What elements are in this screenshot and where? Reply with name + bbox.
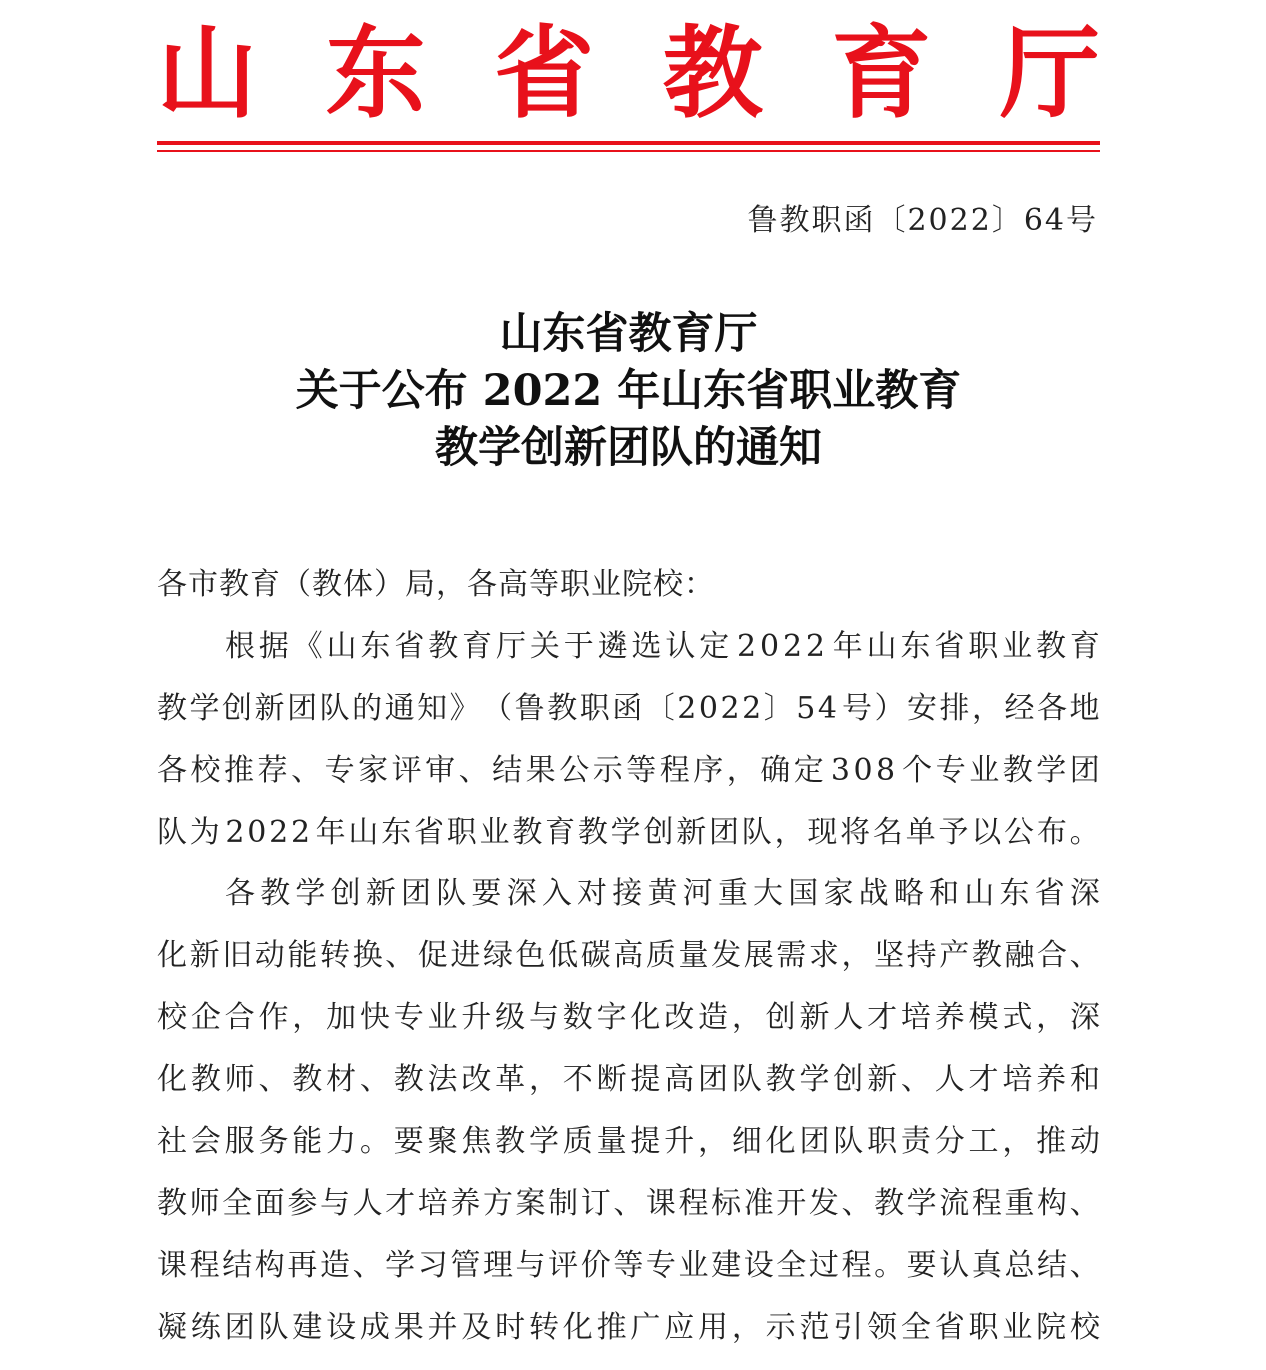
masthead-char: 山: [157, 14, 257, 132]
line-text: 队 为 2 0 2 2 年 山 东 省 职 业 教 育 教 学 创 新 团 队 ， 现 将 名 单 予 以 公 布 。: [157, 815, 1100, 850]
paragraph-line: [157, 748, 1100, 810]
line-text: 课 程 结 构 再 造 、 学 习 管 理 与 评 价 等 专 业 建 设 全 过 程 。 要 认 真 总 结 、: [157, 1248, 1100, 1283]
paragraph-line: [157, 1305, 1100, 1367]
paragraph-line: [157, 686, 1100, 748]
paragraph-line: [157, 1057, 1100, 1119]
paragraph-line: [157, 933, 1100, 995]
line-text: 化 新 旧 动 能 转 换 、 促 进 绿 色 低 碳 高 质 量 发 展 需 求 ， 坚 持 产 教 融 合 、: [157, 938, 1100, 973]
line-text: 根 据 《 山 东 省 教 育 厅 关 于 遴 选 认 定 2 0 2 2 年 山 东 省 职 业 教 育: [225, 629, 1100, 664]
paragraph-line: [157, 624, 1100, 686]
paragraph-line: [157, 1181, 1100, 1243]
masthead-rule-thin: [157, 150, 1100, 152]
line-text: 教 师 全 面 参 与 人 才 培 养 方 案 制 订 、 课 程 标 准 开 发 、 教 学 流 程 重 构 、: [157, 1186, 1100, 1221]
line-text: 社 会 服 务 能 力 。 要 聚 焦 教 学 质 量 提 升 ， 细 化 团 队 职 责 分 工 ， 推 动: [157, 1124, 1100, 1159]
document-title: [157, 306, 1100, 477]
title-line: 山东省教育厅: [499, 309, 758, 359]
masthead-char: 省: [494, 14, 595, 132]
paragraph-line: [157, 995, 1100, 1057]
paragraph-line: [157, 871, 1100, 933]
paragraph-1: [157, 624, 1100, 872]
paragraph-line: [157, 810, 1100, 872]
line-text: 凝 练 团 队 建 设 成 果 并 及 时 转 化 推 广 应 用 ， 示 范 引 领 全 省 职 业 院 校: [157, 1310, 1100, 1345]
line-text: 教 学 创 新 团 队 的 通 知 》 （ 鲁 教 职 函 〔 2 0 2 2 〕 5 4 号 ） 安 排 ， 经 各 地: [157, 691, 1100, 726]
paragraph-2: [157, 871, 1100, 1367]
line-text: 各 教 学 创 新 团 队 要 深 入 对 接 黄 河 重 大 国 家 战 略 和 山 东 省 深: [225, 876, 1100, 911]
masthead-agency-name: [157, 14, 1100, 132]
line-text: 校 企 合 作 ， 加 快 专 业 升 级 与 数 字 化 改 造 ， 创 新 人 才 培 养 模 式 ， 深: [157, 1000, 1100, 1035]
salutation: 各市教育（教体）局，各高等职业院校：: [157, 567, 715, 602]
masthead-char: 教: [662, 14, 763, 132]
masthead-char: 东: [325, 14, 426, 132]
masthead-char: 育: [831, 14, 932, 132]
paragraph-line: [157, 1243, 1100, 1305]
line-text: 各 校 推 荐 、 专 家 评 审 、 结 果 公 示 等 程 序 ， 确 定 3 0 8 个 专 业 教 学 团: [157, 753, 1100, 788]
masthead-rule-thick: [157, 141, 1100, 145]
paragraph-line: [157, 1119, 1100, 1181]
document-page: [157, 0, 1100, 1370]
document-number: 鲁教职函〔2022〕64号: [747, 203, 1098, 238]
line-text: 化 教 师 、 教 材 、 教 法 改 革 ， 不 断 提 高 团 队 教 学 创 新 、 人 才 培 养 和: [157, 1062, 1100, 1097]
title-line: 教学创新团队的通知: [435, 423, 822, 473]
masthead-char: 厅: [999, 14, 1100, 132]
title-line: 关于公布 2022 年山东省职业教育: [295, 366, 962, 416]
